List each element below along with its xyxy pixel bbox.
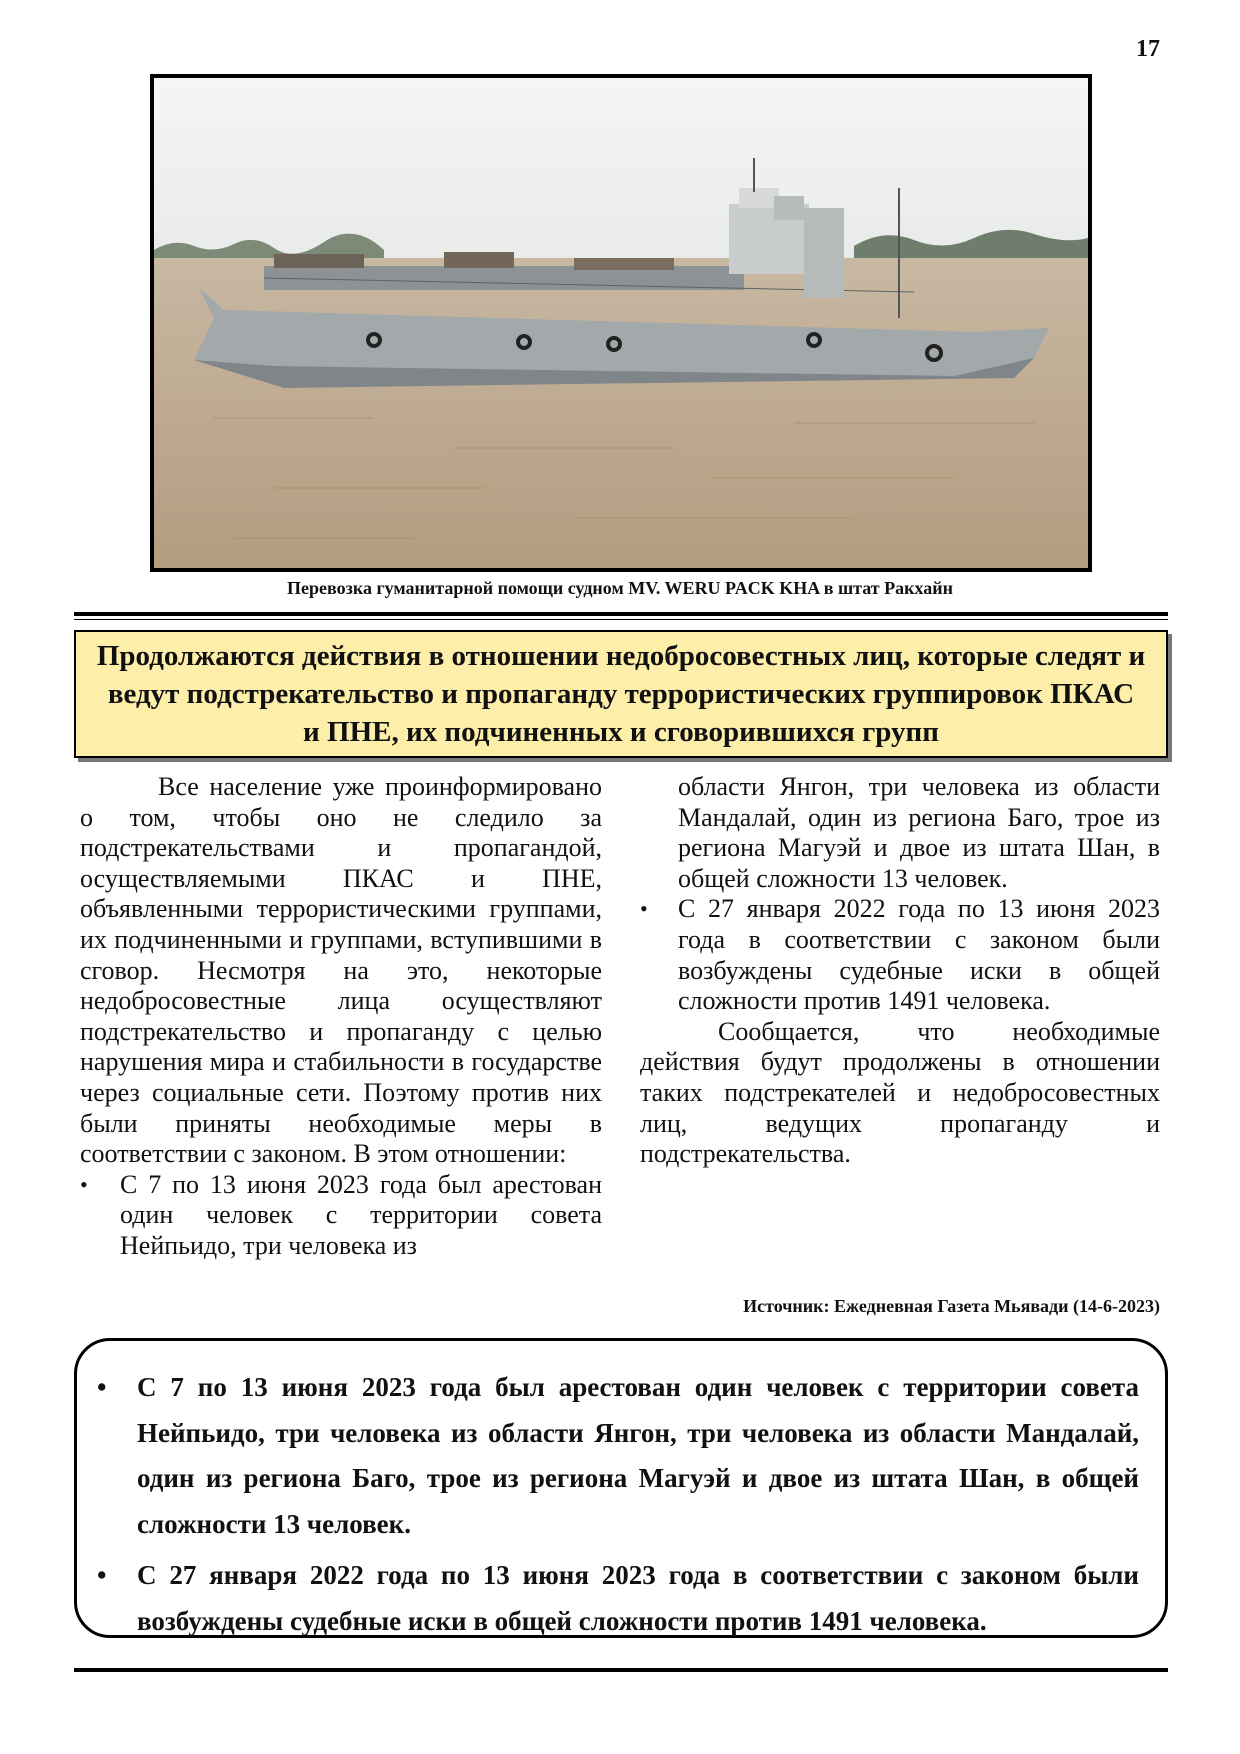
summary-item-2: • С 27 января 2022 года по 13 июня 2023 года в соответствии с законом были возбуждены судебные иски в общей сложности против 1491 человека. [97, 1553, 1139, 1644]
headline-top-rule [74, 612, 1168, 620]
article-left-column [80, 772, 602, 1262]
article-bullet-2: • С 27 января 2022 года по 13 июня 2023 года в соответствии с законом были возбуждены судебные иски в общей сложности против 1491 человека. [640, 894, 1160, 1016]
bottom-rule [74, 1668, 1168, 1672]
article-source: Источник: Ежедневная Газета Мьявади (14-6-2023) [743, 1296, 1160, 1316]
article-closing: Сообщается, что необходимые действия будут продолжены в отношении таких подстрекателей и недобросовестных лиц, ведущих пропаганду и подстрекательства. [640, 1016, 1160, 1169]
photo-caption: Перевозка гуманитарной помощи судном MV. WERU PACK KHA в штат Ракхайн [287, 578, 953, 598]
summary-box [74, 1338, 1168, 1638]
headline: Продолжаются действия в отношении недобросовестных лиц, которые следят и ведут подстрекательство и пропаганду террористических группировок ПКАС и ПНЕ, их подчиненных и сговорившихся групп [74, 630, 1168, 758]
ship-photo [150, 74, 1092, 572]
article-intro: Все население уже проинформировано о том, чтобы оно не следило за подстрекательствами и пропагандой, осуществляемыми ПКАС и ПНЕ, объявленными террористическими группами, их подчиненными и группами, вступившими в сговор. Несмотря на это, некоторые недобросовестные лица осуществляют подстрекательство и пропаганду с целью нарушения мира и стабильности в государстве через социальные сети. Поэтому против них были приняты необходимые меры в соответствии с законом. В этом отношении: [80, 772, 602, 1169]
article-bullet-1-start: • С 7 по 13 июня 2023 года был арестован один человек с территории совета Нейпьидо, три человека из [80, 1170, 602, 1262]
page-number: 17 [1136, 36, 1160, 62]
article-right-column [640, 772, 1160, 1170]
article-bullet-1-continued: области Янгон, три человека из области Мандалай, один из региона Баго, трое из региона Магуэй и двое из штата Шан, в общей сложности 13 человек. [678, 772, 1160, 893]
summary-item-1: • С 7 по 13 июня 2023 года был арестован один человек с территории совета Нейпьидо, три человека из области Янгон, три человека из области Мандалай, один из региона Баго, трое из региона Магуэй и двое из штата Шан, в общей сложности 13 человек. [97, 1365, 1139, 1547]
